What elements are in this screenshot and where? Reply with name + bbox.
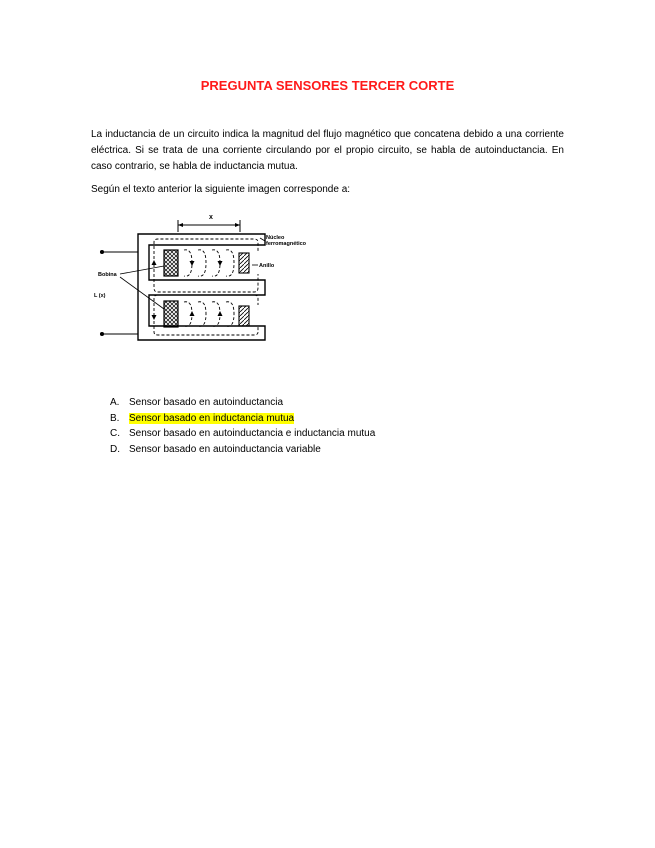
option-c[interactable] <box>110 426 375 442</box>
label-ferromagnetico: ferromagnético <box>266 241 307 247</box>
answer-options <box>110 395 375 457</box>
coil-terminals <box>100 250 138 335</box>
option-b[interactable] <box>110 411 375 427</box>
x-dimension-marker <box>178 220 240 232</box>
page-title: PREGUNTA SENSORES TERCER CORTE <box>200 78 455 93</box>
label-lx: L (x) <box>94 293 106 299</box>
intro-paragraph: La inductancia de un circuito indica la magnitud del flujo magnético que concatena debido a una corriente eléctrica. Si se trata de una corriente circulando por el propio circuito, se habla de autoinductancia. En caso contrario, se habla de inductancia mutua. <box>91 129 564 172</box>
option-text: Sensor basado en autoinductancia variable <box>129 443 321 455</box>
ring-lower <box>239 306 249 326</box>
label-anillo: Anillo <box>259 263 275 269</box>
option-letter: A. <box>110 397 120 408</box>
option-letter: C. <box>110 428 120 439</box>
coil-upper <box>164 250 178 276</box>
option-text: Sensor basado en autoinductancia <box>129 397 284 408</box>
label-bobina: Bobina <box>98 272 117 278</box>
x-label: x <box>209 214 213 221</box>
flux-arrows <box>152 260 223 320</box>
option-text: Sensor basado en autoinductancia e inductancia mutua <box>129 428 376 439</box>
option-a[interactable] <box>110 395 375 411</box>
label-nucleo: Núcleo <box>266 235 285 241</box>
question-prompt: Según el texto anterior la siguiente imagen corresponde a: <box>91 184 351 195</box>
option-d[interactable] <box>110 442 375 458</box>
ring-upper <box>239 253 249 273</box>
coil-lower <box>164 301 178 327</box>
option-letter: B. <box>110 412 120 424</box>
option-text-highlighted: Sensor basado en inductancia mutua <box>129 412 295 424</box>
option-letter: D. <box>110 443 120 455</box>
inductance-sensor-diagram <box>92 208 332 368</box>
